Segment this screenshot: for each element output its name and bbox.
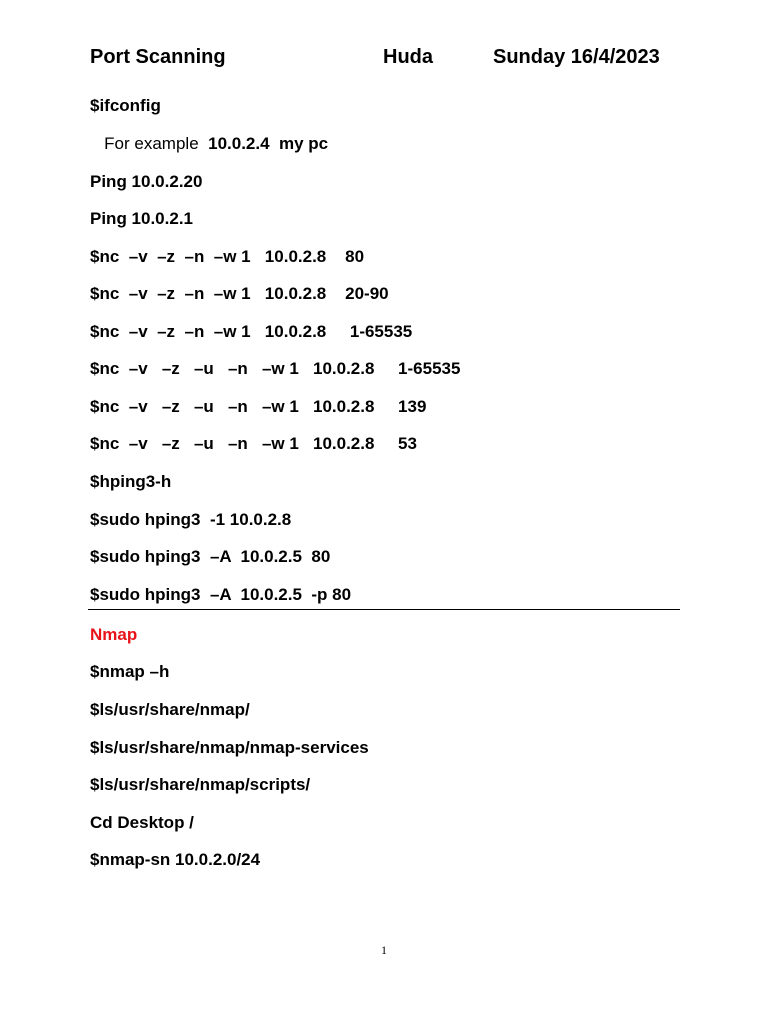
command-line: $nc –v –z –u –n –w 1 10.0.2.8 139 — [90, 397, 427, 416]
page-header — [90, 46, 690, 76]
document-title: Port Scanning — [90, 46, 226, 68]
author-name: Huda — [383, 46, 433, 68]
command-line: $sudo hping3 –A 10.0.2.5 80 — [90, 547, 331, 566]
command-line: $nc –v –z –n –w 1 10.0.2.8 1-65535 — [90, 322, 413, 341]
section-heading-nmap: Nmap — [90, 625, 138, 644]
command-line: $nc –v –z –n –w 1 10.0.2.8 20-90 — [90, 284, 389, 303]
example-value: 10.0.2.4 my pc — [208, 134, 329, 153]
command-line: $ls/usr/share/nmap/ — [90, 700, 250, 719]
command-line: $nc –v –z –n –w 1 10.0.2.8 80 — [90, 247, 365, 266]
example-line — [90, 134, 328, 154]
command-line: $sudo hping3 -1 10.0.2.8 — [90, 510, 292, 529]
command-line: $nc –v –z –u –n –w 1 10.0.2.8 53 — [90, 434, 417, 453]
command-line: $nc –v –z –u –n –w 1 10.0.2.8 1-65535 — [90, 359, 461, 378]
command-line: $nmap –h — [90, 662, 170, 681]
document-date: Sunday 16/4/2023 — [493, 46, 660, 68]
command-line: $sudo hping3 –A 10.0.2.5 -p 80 — [90, 585, 352, 604]
example-label: For example — [90, 134, 209, 153]
command-line: Cd Desktop / — [90, 813, 194, 832]
command-line: $ls/usr/share/nmap/nmap-services — [90, 738, 369, 757]
command-line: Ping 10.0.2.1 — [90, 209, 193, 228]
horizontal-divider — [88, 609, 680, 610]
command-line: $ls/usr/share/nmap/scripts/ — [90, 775, 311, 794]
page-number: 1 — [381, 943, 387, 957]
command-line: $nmap-sn 10.0.2.0/24 — [90, 850, 261, 869]
command-line: $hping3-h — [90, 472, 172, 491]
command-line: Ping 10.0.2.20 — [90, 172, 203, 191]
command-line: $ifconfig — [90, 96, 161, 115]
